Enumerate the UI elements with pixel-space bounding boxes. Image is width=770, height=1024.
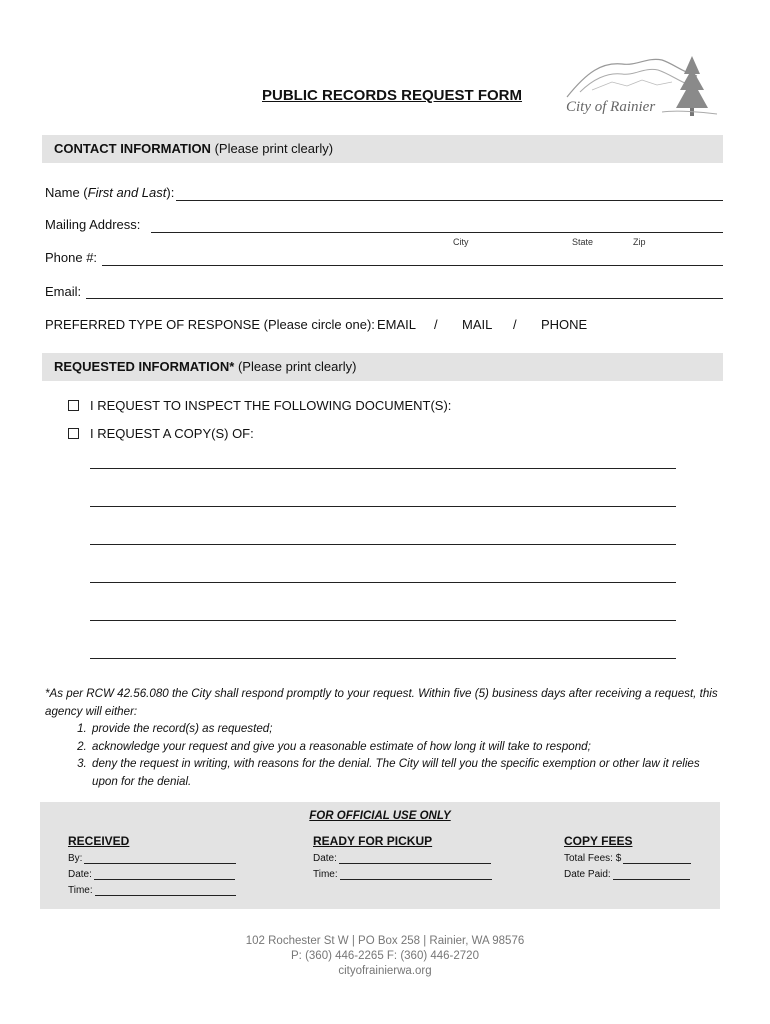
- response-option-email[interactable]: EMAIL: [377, 317, 417, 332]
- name-label: Name (First and Last):: [45, 185, 175, 200]
- official-use-box: [40, 802, 720, 909]
- response-option-phone[interactable]: PHONE: [541, 317, 588, 332]
- phone-field[interactable]: [102, 265, 723, 266]
- rcw-note: [45, 685, 725, 790]
- copy-label: I REQUEST A COPY(S) OF:: [90, 426, 254, 441]
- name-field[interactable]: [176, 200, 723, 201]
- mailing-address-label: Mailing Address:: [45, 217, 141, 232]
- footer-phones: P: (360) 446-2265 F: (360) 446-2720: [291, 950, 479, 962]
- ready-date-row[interactable]: Date:: [313, 853, 491, 864]
- received-heading: RECEIVED: [68, 834, 130, 848]
- city-logo-text: City of Rainier: [566, 99, 656, 115]
- response-separator: /: [434, 317, 438, 332]
- city-label: City: [453, 237, 469, 247]
- request-line[interactable]: [90, 506, 676, 507]
- zip-label: Zip: [633, 237, 646, 247]
- rcw-note-item: 1. provide the record(s) as requested;: [90, 720, 725, 738]
- response-separator: /: [513, 317, 517, 332]
- rcw-note-item: 3. deny the request in writing, with reasons for the denial. The City will tell you the specific exemption or other law it relies upon for the denial.: [90, 755, 725, 790]
- requested-heading: REQUESTED INFORMATION*: [54, 359, 235, 374]
- received-by-row[interactable]: By:: [68, 853, 236, 864]
- received-time-row[interactable]: Time:: [68, 885, 236, 896]
- request-line[interactable]: [90, 544, 676, 545]
- copy-fees-heading: COPY FEES: [564, 834, 633, 848]
- total-fees-row[interactable]: Total Fees: $: [564, 853, 691, 864]
- inspect-checkbox[interactable]: [68, 400, 79, 411]
- request-line[interactable]: [90, 468, 676, 469]
- mailing-address-field[interactable]: [151, 232, 723, 233]
- contact-section-header: [42, 135, 723, 163]
- ready-heading: READY FOR PICKUP: [313, 834, 433, 848]
- rcw-note-intro: *As per RCW 42.56.080 the City shall respond promptly to your request. Within five (5) business days after receiving a request, this agency will either:: [45, 687, 718, 718]
- contact-heading: CONTACT INFORMATION: [54, 141, 211, 156]
- requested-heading-note: (Please print clearly): [237, 359, 357, 374]
- request-line[interactable]: [90, 658, 676, 659]
- footer-address: 102 Rochester St W | PO Box 258 | Rainier, WA 98576: [245, 935, 525, 947]
- date-paid-row[interactable]: Date Paid:: [564, 869, 690, 880]
- phone-label: Phone #:: [45, 250, 98, 265]
- request-line[interactable]: [90, 620, 676, 621]
- footer-website[interactable]: cityofrainierwa.org: [338, 965, 432, 977]
- response-type-label: PREFERRED TYPE OF RESPONSE (Please circle one):: [45, 317, 375, 332]
- email-label: Email:: [45, 284, 82, 299]
- copy-checkbox[interactable]: [68, 428, 79, 439]
- request-line[interactable]: [90, 582, 676, 583]
- official-use-title: FOR OFFICIAL USE ONLY: [309, 810, 451, 822]
- contact-heading-note: (Please print clearly): [214, 141, 334, 156]
- state-label: State: [572, 237, 594, 247]
- response-option-mail[interactable]: MAIL: [462, 317, 493, 332]
- email-field[interactable]: [86, 298, 723, 299]
- requested-section-header: [42, 353, 723, 381]
- inspect-label: I REQUEST TO INSPECT THE FOLLOWING DOCUMENT(S):: [90, 398, 452, 413]
- rcw-note-item: 2. acknowledge your request and give you a reasonable estimate of how long it will take to respond;: [90, 738, 725, 756]
- ready-time-row[interactable]: Time:: [313, 869, 492, 880]
- inspect-option[interactable]: [68, 398, 451, 413]
- rcw-note-list: [45, 720, 725, 790]
- copy-option[interactable]: [68, 426, 254, 441]
- received-date-row[interactable]: Date:: [68, 869, 235, 880]
- form-title: PUBLIC RECORDS REQUEST FORM: [262, 87, 523, 104]
